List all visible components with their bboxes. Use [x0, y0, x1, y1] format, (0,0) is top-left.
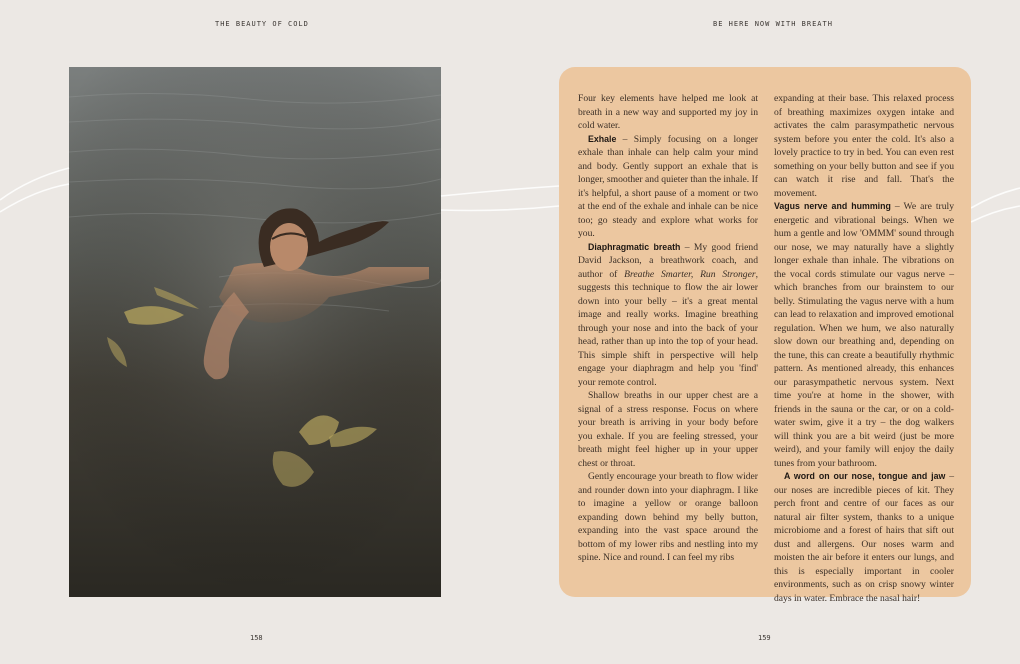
diaphragmatic-paragraph: [578, 241, 758, 390]
diaphragmatic-heading: Diaphragmatic breath: [588, 241, 681, 252]
diaphragmatic-text-b: , suggests this technique to flow the air lower down into your belly – it's a great mental image and really works. Imagine breathing through your nose and into the back of your head, rather than up into the top of your head. This simple shift in perspective will help engage your diaphragm and help you 'find' your remote control.: [578, 268, 758, 388]
exhale-heading: Exhale: [588, 133, 617, 144]
book-title: Breathe Smarter, Run Stronger: [624, 268, 756, 280]
page-number-right: 159: [758, 634, 771, 642]
nose-heading: A word on our nose, tongue and jaw: [784, 471, 946, 481]
nose-text: – our noses are incredible pieces of kit. They perch front and centre of our faces as our natural air filter system, thanks to a unique microbiome and a forest of hairs that sift out dust and allergens. Our noses warm and moisten the air before it enters our lungs, and this is especially important in cooler environments, such as on crisp snowy winter days in water. Embrace the nasal hair!: [774, 471, 954, 604]
intro-paragraph: Four key elements have helped me look at breath in a new way and supported my joy in cold water.: [578, 93, 758, 131]
article-column-left: [578, 92, 758, 577]
balloon-paragraph: Gently encourage your breath to flow wider and rounder down into your diaphragm. I like to imagine a yellow or orange balloon expanding down behind my belly button, expanding into the vast space around the bottom of my lower ribs and nestling into my spine. Nice and round. I can feel my ribs: [578, 471, 758, 563]
exhale-paragraph: [578, 133, 758, 241]
shallow-breaths-paragraph: Shallow breaths in our upper chest are a signal of a stress response. Focus on where your breath is arriving in your body before you exhale. If you are feeling stressed, your breath might feel higher up in your upper chest or throat.: [578, 390, 758, 469]
balloon-paragraph-continued: expanding at their base. This relaxed process of breathing maximizes oxygen intake and activates the calm parasympathetic nervous system before you enter the cold. It's also a lovely practice to try in bed. You can even rest something on your belly button and see if you can watch it rise and fall. That's the movement.: [774, 93, 954, 199]
right-running-header: BE HERE NOW WITH BREATH: [713, 20, 833, 28]
vagus-heading: Vagus nerve and humming: [774, 201, 891, 211]
vagus-text: – We are truly energetic and vibrational beings. When we hum a gentle and low 'OMMM' sound through our nose, we may naturally have a slightly longer exhale than inhale. The vibrations on the vocal cords stimulate our vagus nerve – which branches from our brainstem to our belly. Stimulating the vagus nerve with a hum can lead to relaxation and improved emotional regulation. When we hum, we also naturally slow down our breathing and, depending on the tune, this can create a beautifully rhythmic pattern. As mentioned already, this enhances our parasympathetic nervous system. Next time you're at home in the shower, with friends in the sauna or the car, or on a cold-water swim, give it a try – the dog walkers will think you are a bit weird (just be more weird), and your family will enjoy the daily tunes from your bathroom.: [774, 201, 954, 469]
nose-paragraph: [774, 470, 954, 605]
page-number-left: 158: [250, 634, 263, 642]
exhale-text: – Simply focusing on a longer exhale than inhale can help calm your mind and body. Gently support an exhale that is longer, smoother and quieter than the inhale. If it's helpful, a short pause of a moment or two at the end of the exhale and inhale can be nice too; go steady and explore what works for you.: [578, 133, 758, 239]
article-panel: [559, 67, 971, 604]
swimmer-face: [270, 223, 308, 271]
left-running-header: THE BEAUTY OF COLD: [215, 20, 309, 28]
article-column-right: [774, 92, 954, 604]
diaphragmatic-text-a: – My good friend David Jackson, a breathwork coach, and author of: [578, 241, 759, 280]
vagus-paragraph: [774, 200, 954, 470]
swimmer-photo: [69, 67, 441, 597]
